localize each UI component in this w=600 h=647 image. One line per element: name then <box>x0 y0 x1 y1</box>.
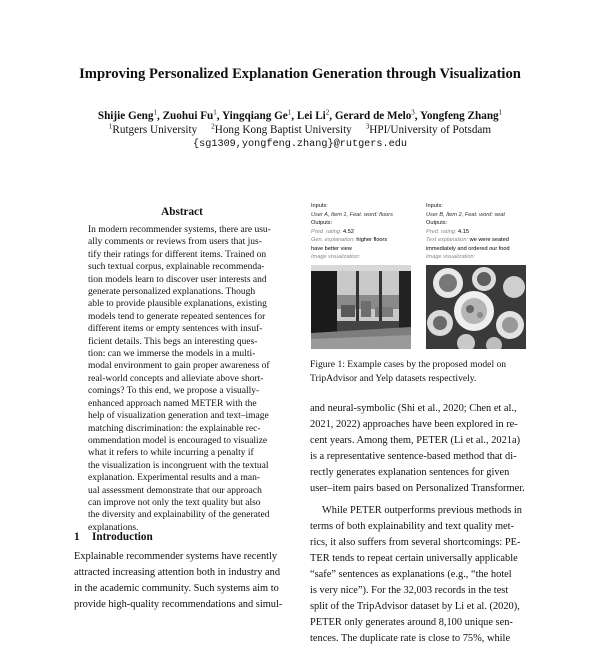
section-number: 1 <box>74 531 80 543</box>
text-explanation-value-cont: immediately and ordered our food <box>426 245 510 252</box>
text-explanation-value: we were seated <box>469 237 509 243</box>
body-line: rectly generates explanation sentences for given <box>310 467 510 478</box>
abstract-line: the visualization is incongruent with the textual <box>88 460 269 471</box>
body-line: is a representative sentence-based method that di- <box>310 451 517 462</box>
author-name: Yongfeng Zhang <box>419 110 499 122</box>
right-column-body <box>310 401 526 647</box>
abstract-line: ally comments or reviews from users that jus- <box>88 237 262 248</box>
author-affil-mark: 1 <box>213 108 217 117</box>
author-name: Shijie Geng <box>97 110 154 122</box>
affiliation-list <box>0 124 600 136</box>
affil-mark: 1 <box>108 122 113 131</box>
abstract-line: tion models learn to discover user interests and <box>88 274 267 285</box>
author-email[interactable]: {sg1309,yongfeng.zhang}@rutgers.edu <box>193 139 407 150</box>
inputs-label: Inputs: <box>311 203 328 209</box>
intro-line: attracted increasing attention both in industry and <box>74 567 281 578</box>
affil-mark: 3 <box>365 122 370 131</box>
figure-caption <box>310 358 528 386</box>
body-line: TER tends to repeat certain universally applicable <box>310 553 518 564</box>
body-line: cent years. Among them, PETER (Li et al., 2021a) <box>310 435 521 446</box>
abstract-line: help of visualization generation and text–image <box>88 411 269 422</box>
abstract-line: such textual corpus, explainable recommenda- <box>88 262 265 273</box>
pred-rating-label: Pred. rating: <box>311 228 342 235</box>
body-line: terms of both explainability and text quality met- <box>310 521 515 532</box>
inputs-value: User B, Item 2, Feat. word: seat <box>426 211 505 218</box>
author-name: Zuohui Fu <box>162 110 214 122</box>
abstract-line: tion: can we immerse the models in a multi- <box>88 349 256 360</box>
author-name: Yingqiang Ge <box>221 110 288 122</box>
author-name: Lei Li <box>296 110 326 122</box>
affil-mark: 2 <box>211 122 215 131</box>
body-line: is very nice”). For the 32,003 records in the test <box>310 585 509 596</box>
abstract-line: matching discrimination: the explainable rec- <box>88 423 261 434</box>
author-affil-mark: 1 <box>498 108 503 117</box>
image-visualization-label: Image visualization: <box>426 254 476 260</box>
abstract-line: explanations. <box>88 522 139 533</box>
body-line: and neural-symbolic (Shi et al., 2020; Chen et al., <box>310 403 517 414</box>
body-line: user–item pairs based on Personalized Transformer. <box>310 483 525 494</box>
body-line: While PETER outperforms previous methods in <box>322 505 522 516</box>
affiliation: HPI/University of Potsdam <box>369 124 492 136</box>
figure-panel-2 <box>426 202 530 262</box>
intro-line: provide high-quality recommendations and simul- <box>74 599 283 610</box>
image-visualization-label: Image visualization: <box>311 254 361 260</box>
abstract-line: enhanced approach named METER with the <box>88 398 257 409</box>
abstract-line: real-world concepts and alleviate above short- <box>88 373 264 384</box>
body-line: tences. The duplicate rate is close to 75%, while <box>310 633 511 644</box>
pred-rating-label: Pred. rating: <box>426 228 457 235</box>
author-list: Shijie Geng$^1$, Zuohui Fu$^1$, Yingqiang Ge$^1$, Lei Li$^2$, Gerard de Melo$^3$, Yongfeng Zhang$^1$ <box>97 108 503 122</box>
intro-line: in the academic community. Such systems aim to <box>74 583 279 594</box>
caption-line: TripAdvisor and Yelp datasets respectively. <box>310 373 477 384</box>
abstract-line: explanation. Experimental results and a man- <box>88 473 260 484</box>
affiliation: Rutgers University <box>112 124 198 136</box>
abstract-line: what it refers to while incurring a penalty if <box>88 448 254 459</box>
author-affil-mark: 2 <box>325 108 330 117</box>
abstract-line: ommendation model is encouraged to visualize <box>88 435 268 446</box>
abstract-line: the diversity and explainability of the generated <box>88 510 270 521</box>
abstract-line: models tend to generate repeated sentences for <box>88 311 266 322</box>
intro-line: Explainable recommender systems have recently <box>74 551 278 562</box>
affiliation: Hong Kong Baptist University <box>214 124 352 136</box>
abstract-heading: Abstract <box>161 206 203 218</box>
text-explanation-label: Text explanation: <box>426 237 469 243</box>
figure-panel-1 <box>311 202 415 262</box>
body-line: rics, it also suffers from several shortcomings: PE- <box>310 537 521 548</box>
outputs-label: Outputs: <box>426 220 448 226</box>
gen-explanation-value-cont: have better view <box>311 245 352 252</box>
abstract-line: able to provide plausible explanations, existing <box>88 299 267 310</box>
abstract-body <box>88 224 276 534</box>
body-line: “safe” sentences as explanations (e.g., “the hotel <box>310 569 512 580</box>
abstract-line: ual assessment demonstrate that our approach <box>88 485 262 496</box>
abstract-line: comings? To this end, we propose a visually- <box>88 386 260 397</box>
inputs-label: Inputs: <box>426 203 443 209</box>
section-heading <box>74 531 153 543</box>
abstract-line: tify their ratings for different items. Trained on <box>88 249 267 260</box>
inputs-value: User A, Item 1, Feat. word: floors <box>311 211 393 218</box>
outputs-label: Outputs: <box>311 220 333 226</box>
food-table-image <box>426 265 526 349</box>
pred-rating-value: 4.15 <box>458 228 469 235</box>
abstract-line: generate personalized explanations. Though <box>88 287 256 298</box>
abstract-line: modal environment to gain proper awareness of <box>88 361 270 372</box>
abstract-line: can improve not only the text quality but also <box>88 497 261 508</box>
body-line: 2021, 2022) approaches have been explored in re- <box>310 419 518 430</box>
author-affil-mark: 1 <box>287 108 292 117</box>
abstract-line: In modern recommender systems, there are usu- <box>88 225 271 235</box>
introduction-body <box>74 549 290 613</box>
abstract-line: different items or empty sentences with insuf- <box>88 324 263 335</box>
gen-explanation-value: higher floors <box>356 237 388 243</box>
abstract-line: ficient details. This begs an interesting ques- <box>88 336 258 347</box>
body-line: split of the TripAdvisor dataset by Li et al. (2020), <box>310 601 520 612</box>
author-affil-mark: 3 <box>411 108 415 117</box>
pred-rating-value: 4.52 <box>343 228 354 235</box>
paper-title: Improving Personalized Explanation Generation through Visualization <box>79 66 521 82</box>
author-name: Gerard de Melo <box>334 110 412 122</box>
gen-explanation-label: Gen. explanation: <box>311 237 355 243</box>
room-view-image <box>311 265 411 349</box>
section-title: Introduction <box>92 531 153 543</box>
caption-line: Figure 1: Example cases by the proposed model on <box>310 359 507 370</box>
author-affil-mark: 1 <box>153 108 157 117</box>
body-line: PETER only generates around 8,100 unique sen- <box>310 617 513 628</box>
